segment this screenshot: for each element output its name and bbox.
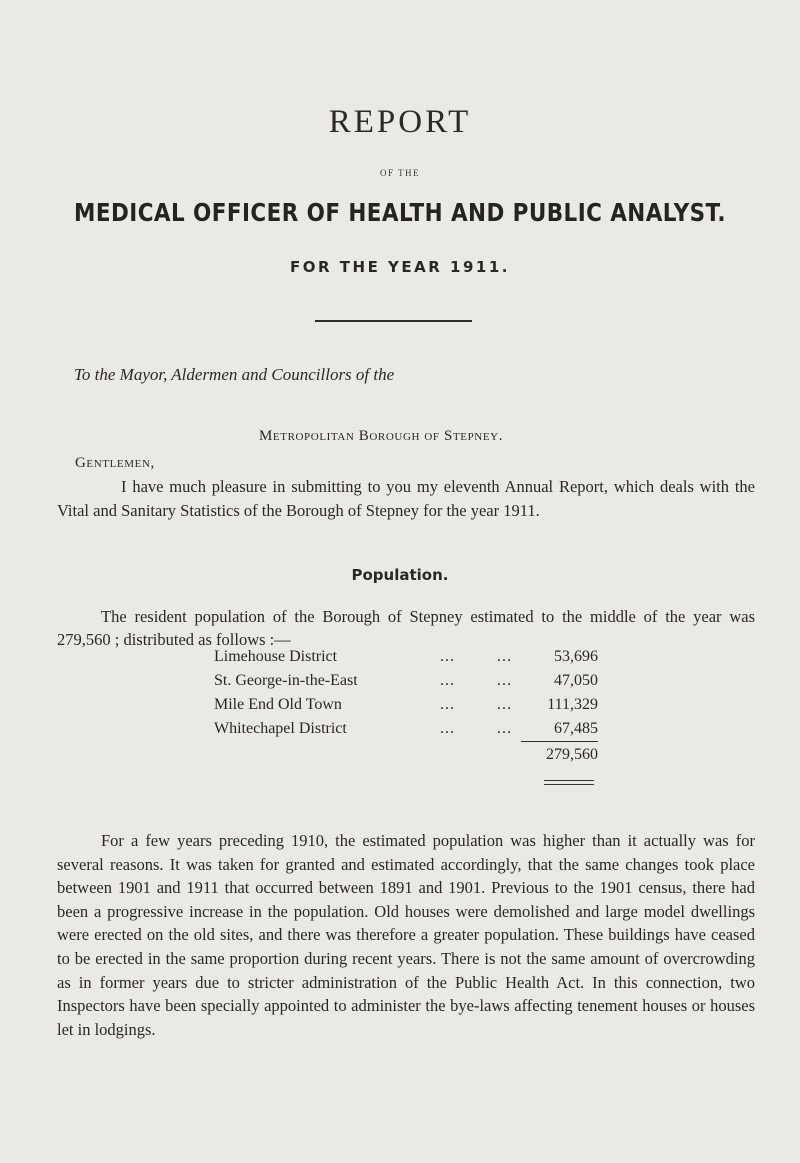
total-double-rule [544, 784, 594, 785]
district-population: 47,050 [554, 672, 598, 689]
table-row [0, 720, 800, 744]
intro-paragraph: I have much pleasure in submitting to you my eleventh Annual Report, which deals with the Vital and Sanitary Statistics of the Borough of Stepney for the year 1911. [57, 477, 755, 520]
leader-dots: ... [440, 648, 455, 665]
population-heading: Population. [351, 566, 449, 584]
of-the-label: OF THE [379, 168, 421, 178]
letter-borough: Metropolitan Borough of Stepney. [259, 428, 504, 444]
table-row [0, 672, 800, 696]
leader-dots: ... [440, 696, 455, 713]
district-population: 111,329 [547, 696, 598, 713]
total-double-rule [544, 780, 594, 781]
district-name: Mile End Old Town [214, 696, 342, 713]
letter-salutation: Gentlemen, [75, 455, 155, 471]
district-population: 53,696 [554, 648, 598, 665]
district-population: 67,485 [554, 720, 598, 737]
leader-dots: ... [440, 672, 455, 689]
district-name: Whitechapel District [214, 720, 347, 737]
letter-address: To the Mayor, Aldermen and Councillors of the [74, 365, 395, 384]
population-total: 279,560 [546, 746, 598, 763]
title-divider [315, 320, 472, 322]
report-year: FOR THE YEAR 1911. [290, 258, 510, 276]
leader-dots: ... [497, 672, 512, 689]
leader-dots: ... [440, 720, 455, 737]
report-subtitle: MEDICAL OFFICER OF HEALTH AND PUBLIC ANALYST. [74, 198, 726, 227]
table-row [0, 696, 800, 720]
population-discussion: For a few years preceding 1910, the estimated population was higher than it actually was for several reasons. It was taken for granted and estimated accordingly, that the same changes took place between 1901 and 1911 that occurred between 1891 and 1901. Previous to the 1901 census, there had been a progressive increase in the population. Old houses were demolished and large model dwellings were erected on the old sites, and there was therefore a greater population. These buildings have ceased to be erected in the same proportion during recent years. There is not the same amount of overcrowding as in former years due to stricter administration of the Public Health Act. In this connection, two Inspectors have been specially appointed to administer the bye-laws affecting tenement houses or houses let in lodgings. [57, 831, 755, 1039]
table-row [0, 648, 800, 672]
population-intro: The resident population of the Borough of Stepney estimated to the middle of the year was 279,560 ; distributed as follows :— [57, 607, 755, 649]
leader-dots: ... [497, 696, 512, 713]
district-name: St. George-in-the-East [214, 672, 358, 689]
district-name: Limehouse District [214, 648, 338, 665]
report-title: REPORT [328, 104, 472, 140]
sum-rule [521, 741, 598, 742]
leader-dots: ... [497, 648, 512, 665]
leader-dots: ... [497, 720, 512, 737]
